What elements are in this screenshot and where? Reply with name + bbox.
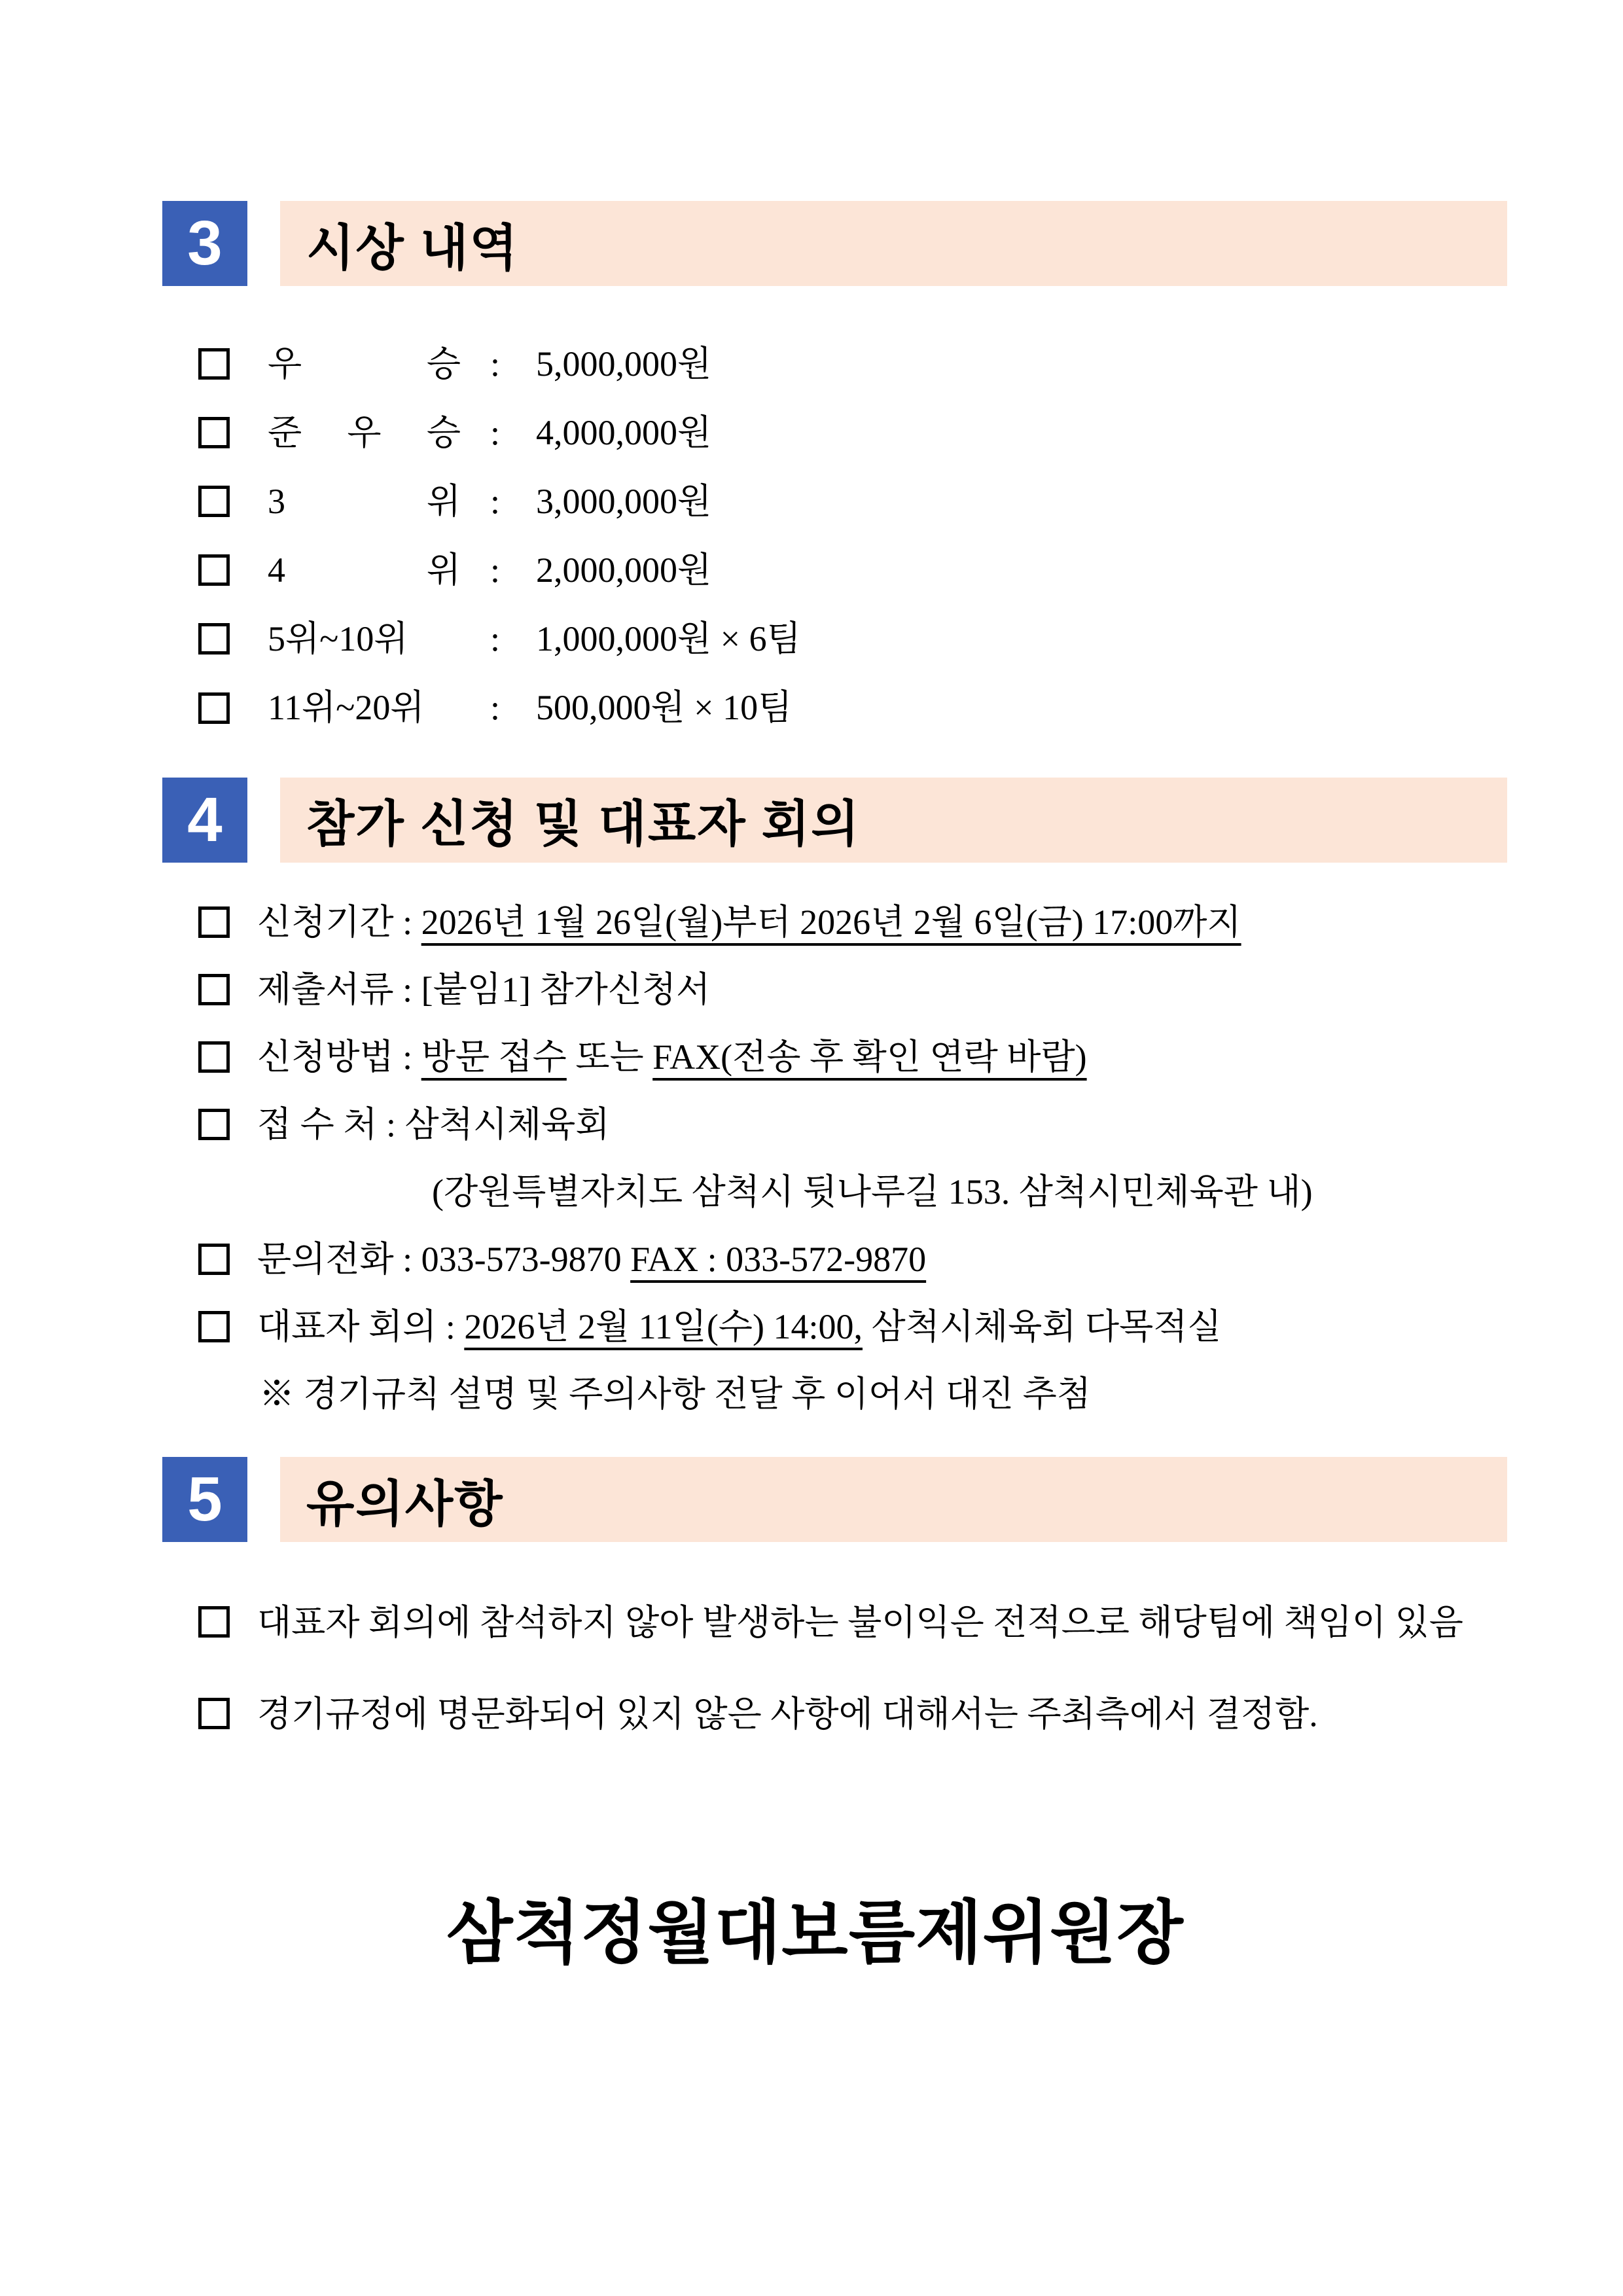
checkbox-icon bbox=[198, 1311, 230, 1342]
underlined-text: FAX : 033-572-9870 bbox=[630, 1240, 927, 1280]
rank-label bbox=[268, 344, 461, 384]
rank-part: 준 bbox=[268, 413, 302, 453]
amount: 2,000,000원 bbox=[536, 550, 712, 590]
rank-part: 우 bbox=[268, 344, 302, 384]
rank-part: 4 bbox=[268, 550, 285, 590]
rank-part: 5위~10위 bbox=[268, 619, 408, 659]
signature: 삼척정월대보름제위원장 bbox=[446, 1895, 1184, 1972]
registration-list bbox=[162, 902, 1507, 1415]
section-registration bbox=[162, 778, 1507, 1415]
list-item bbox=[198, 412, 1507, 453]
underlined-text: 2026년 2월 11일(수) 14:00, bbox=[464, 1307, 863, 1347]
text-run: ※ 경기규칙 설명 및 주의사항 전달 후 이어서 대진 추첨 bbox=[259, 1374, 1091, 1414]
checkbox-icon bbox=[198, 1606, 230, 1638]
text-run: 문의전화 : 033-573-9870 bbox=[257, 1240, 631, 1280]
item-text bbox=[257, 969, 710, 1010]
item-text bbox=[257, 902, 1241, 942]
rank-label bbox=[268, 550, 461, 590]
checkbox-icon bbox=[198, 974, 230, 1005]
section-title-bar bbox=[280, 1457, 1507, 1542]
section-title: 참가 신청 및 대표자 회의 bbox=[306, 797, 861, 853]
list-item bbox=[198, 481, 1507, 522]
section-number-badge: 4 bbox=[162, 778, 247, 863]
list-item bbox=[198, 1037, 1507, 1077]
checkbox-icon bbox=[198, 554, 230, 586]
item-text: 경기규정에 명문화되어 있지 않은 사항에 대해서는 주최측에서 결정함. bbox=[257, 1695, 1318, 1734]
rank-part: 3 bbox=[268, 482, 285, 522]
text-run: 또는 bbox=[566, 1037, 653, 1077]
section-title: 시상 내역 bbox=[306, 220, 519, 276]
item-text: 대표자 회의에 참석하지 않아 발생하는 불이익은 전적으로 해당팀에 책임이 있음 bbox=[257, 1603, 1463, 1643]
checkbox-icon bbox=[198, 486, 230, 517]
separator: : bbox=[490, 550, 501, 590]
section-title: 유의사항 bbox=[306, 1476, 504, 1532]
separator: : bbox=[490, 413, 501, 453]
separator: : bbox=[490, 344, 501, 384]
separator: : bbox=[490, 482, 501, 522]
list-item bbox=[198, 619, 1507, 659]
rank-part: 승 bbox=[426, 413, 461, 453]
checkbox-icon bbox=[198, 348, 230, 380]
section-number-badge: 3 bbox=[162, 201, 247, 286]
section-title-bar bbox=[280, 201, 1507, 286]
notice-list bbox=[162, 1580, 1507, 1757]
section-awards bbox=[162, 201, 1507, 728]
section-number-badge: 5 bbox=[162, 1457, 247, 1542]
rank-part: 11위~20위 bbox=[268, 688, 425, 728]
list-item bbox=[198, 1104, 1507, 1145]
list-item bbox=[198, 1672, 1507, 1757]
award-list bbox=[162, 344, 1507, 728]
underlined-text: 방문 접수 bbox=[421, 1037, 567, 1077]
list-item bbox=[198, 1580, 1507, 1665]
item-text bbox=[257, 1239, 926, 1280]
list-item-note bbox=[198, 1374, 1507, 1414]
text-run: 삼척시체육회 다목적실 bbox=[862, 1307, 1222, 1347]
rank-part: 위 bbox=[426, 482, 461, 522]
checkbox-icon bbox=[198, 1109, 230, 1140]
rank-label bbox=[268, 412, 461, 453]
item-text bbox=[259, 1374, 1091, 1414]
underlined-text: 2026년 1월 26일(월)부터 2026년 2월 6일(금) 17:00까지 bbox=[421, 902, 1241, 942]
rank-label bbox=[268, 619, 461, 659]
item-text bbox=[432, 1172, 1313, 1212]
list-item-address bbox=[198, 1172, 1507, 1212]
text-run: (강원특별자치도 삼척시 뒷나루길 153. 삼척시민체육관 내) bbox=[432, 1172, 1313, 1211]
amount: 3,000,000원 bbox=[536, 482, 712, 522]
section-header bbox=[162, 1457, 1507, 1542]
list-item bbox=[198, 902, 1507, 942]
rank-part: 승 bbox=[426, 344, 461, 384]
separator: : bbox=[490, 688, 501, 728]
text-run: 신청방법 : bbox=[257, 1037, 421, 1077]
item-text bbox=[257, 1037, 1087, 1077]
list-item bbox=[198, 687, 1507, 728]
checkbox-icon bbox=[198, 417, 230, 448]
rank-part: 우 bbox=[347, 413, 382, 453]
text-run: 신청기간 : bbox=[257, 902, 421, 942]
amount: 1,000,000원 × 6팀 bbox=[536, 619, 801, 659]
checkbox-icon bbox=[198, 623, 230, 655]
checkbox-icon bbox=[198, 1244, 230, 1275]
checkbox-icon bbox=[198, 906, 230, 938]
list-item bbox=[198, 344, 1507, 384]
separator: : bbox=[490, 619, 501, 659]
list-item bbox=[198, 969, 1507, 1010]
rank-label bbox=[268, 481, 461, 522]
rank-label bbox=[268, 687, 461, 728]
amount: 5,000,000원 bbox=[536, 344, 712, 384]
list-item bbox=[198, 1239, 1507, 1280]
section-header bbox=[162, 778, 1507, 863]
list-item bbox=[198, 550, 1507, 590]
section-notices bbox=[162, 1457, 1507, 1757]
underlined-text: FAX(전송 후 확인 연락 바람) bbox=[652, 1037, 1087, 1077]
text-run: 접 수 처 : 삼척시체육회 bbox=[257, 1104, 610, 1144]
checkbox-icon bbox=[198, 1698, 230, 1729]
amount: 500,000원 × 10팀 bbox=[536, 688, 793, 728]
amount: 4,000,000원 bbox=[536, 413, 712, 453]
text-run: 제출서류 : [붙임1] 참가신청서 bbox=[257, 969, 711, 1009]
list-item bbox=[198, 1306, 1507, 1347]
rank-part: 위 bbox=[426, 550, 461, 590]
checkbox-icon bbox=[198, 1041, 230, 1073]
item-text bbox=[257, 1104, 609, 1145]
text-run: 대표자 회의 : bbox=[257, 1307, 465, 1347]
item-text bbox=[257, 1306, 1222, 1347]
section-header bbox=[162, 201, 1507, 286]
checkbox-icon bbox=[198, 692, 230, 724]
section-title-bar bbox=[280, 778, 1507, 863]
